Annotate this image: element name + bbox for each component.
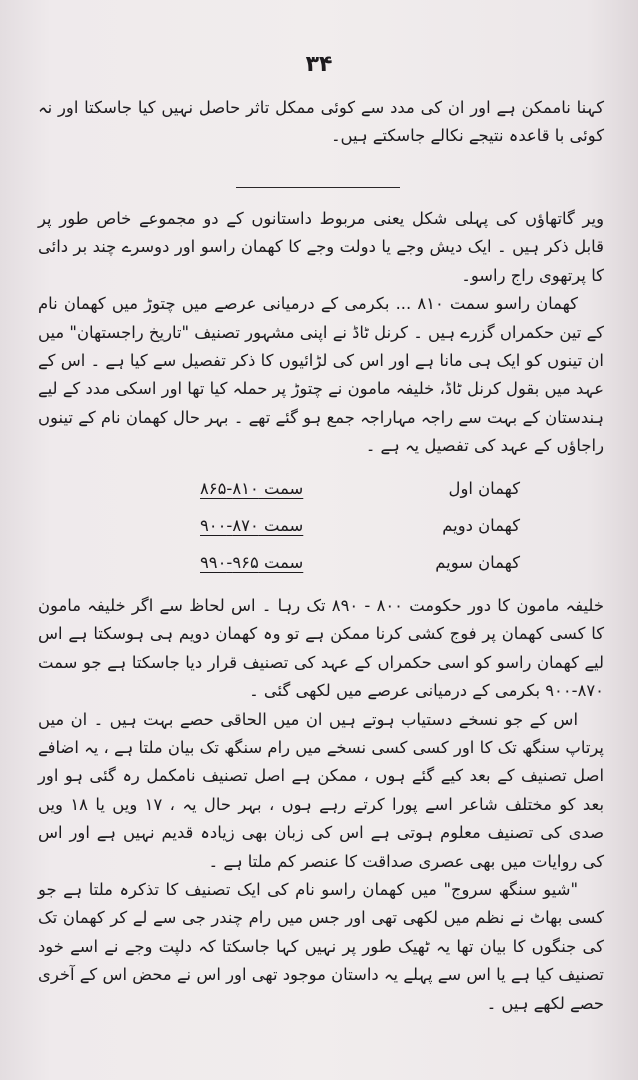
king-name: کھمان سویم: [435, 553, 520, 572]
kings-table-row: [200, 507, 520, 544]
king-name: کھمان دویم: [442, 516, 520, 535]
king-period: سمت ۸۱۰-۸۶۵: [200, 479, 304, 498]
king-name: کھمان اول: [448, 479, 520, 498]
section-divider: [236, 187, 400, 188]
paragraph-1: ویر گاتھاؤں کی پہلی شکل یعنی مربوط داستانوں کے دو مجموعے خاص طور پر قابل ذکر ہیں ۔ ایک دیش وجے یا دولت وجے کا کھمان راسو اور دوسرے چند بر دائی کا پرتھوی راج راسو۔: [38, 209, 604, 285]
lower-text: [38, 592, 604, 1018]
page-number: ۳۴: [305, 52, 333, 77]
king-period: سمت ۹۶۵-۹۹۰: [200, 553, 304, 572]
paragraph-4: اس کے جو نسخے دستیاب ہوتے ہیں ان میں الحاقی حصے بہت ہیں ۔ ان میں پرتاپ سنگھ تک کا اور کسی کسی نسخے میں رام سنگھ تک بیان ملتا ہے ، یہ اضافے اصل تصنیف کے بعد کیے گئے ہوں ، ممکن ہے اصل تصنیف نامکمل رہ گئی ہو اور بعد کو مختلف شاعر اسے پورا کرتے رہے ہوں ، بہر حال یہ ، ۱۷ ویں یا ۱۸ ویں صدی کی تصنیف معلوم ہوتی ہے اس کی زبان بھی زیادہ قدیم نہیں ہے اور اس کی روایات میں بھی عصری صداقت کا عنصر کم ملتا ہے ۔: [38, 709, 605, 871]
kings-table-row: [200, 470, 520, 507]
paragraph-3: خلیفہ مامون کا دور حکومت ۸۰۰ - ۸۹۰ تک رہا ۔ اس لحاظ سے اگر خلیفہ مامون کا کسی کھمان پر فوج کشی کرنا ممکن ہے تو وہ کھمان دویم ہی ہوسکتا ہے اس لیے کھمان راسو کو اسی حکمراں کے عہد کی تصنیف قرار دیا جاسکتا ہے جو سمت ۸۷۰-۹۰۰ بکرمی کے درمیانی عرصے میں لکھی گئی ۔: [38, 596, 604, 701]
paragraph-5: "شیو سنگھ سروج" میں کھمان راسو نام کی ایک تصنیف کا تذکرہ ملتا ہے جو کسی بھاٹ نے نظم میں لکھی تھی اور جس میں رام چندر جی سے لے کر کھمان تک کی جنگوں کا بیان تھا یہ ٹھیک طور پر نہیں کہا جاسکتا کہ دلپت وجے نے اسے خود تصنیف کیا ہے یا اس سے پہلے یہ داستان موجود تھی اور اس نے محض اس کے آخری حصے لکھے ہیں ۔: [38, 880, 604, 1013]
paragraph-2: کھمان راسو سمت ۸۱۰ ... بکرمی کے درمیانی عرصے میں چتوڑ میں کھمان نام کے تین حکمراں گزرے ہیں ۔ کرنل ٹاڈ نے اپنی مشہور تصنیف "تاریخ راجستھان" میں ان تینوں کو ایک ہی مانا ہے اور اس کی لڑائیوں کا ذکر تفصیل سے کیا ہے ۔ اس کے عہد میں بقول کرنل ٹاڈ، خلیفہ مامون نے چتوڑ پر حملہ کیا تھا اور اسکی مدد کے لیے ہندستان کے بہت سے راجہ مہاراجہ جمع ہو گئے تھے ۔ بہر حال کھمان نام کے تینوں راجاؤں کے عہد کی تفصیل یہ ہے ۔: [38, 294, 604, 456]
kings-table-row: [200, 544, 520, 581]
king-period: سمت ۸۷۰-۹۰۰: [200, 516, 304, 535]
kings-table: [200, 470, 520, 581]
main-text: [38, 205, 604, 461]
intro-paragraph: کہنا ناممکن ہے اور ان کی مدد سے کوئی ممکل تاثر حاصل نہیں کیا جاسکتا اور نہ کوئی با قاعدہ نتیجے نکالے جاسکتے ہیں۔: [38, 98, 604, 146]
